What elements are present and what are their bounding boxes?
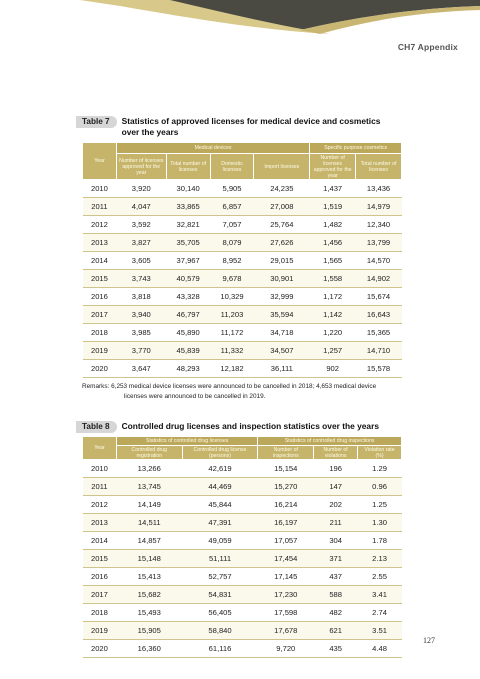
year-cell: 2011 <box>83 478 117 496</box>
value-cell: 17,454 <box>258 550 314 568</box>
value-cell: 27,626 <box>254 234 310 252</box>
value-cell: 3,920 <box>116 180 166 198</box>
table7-col-md-import: Import licenses <box>254 154 310 180</box>
value-cell: 6,857 <box>210 198 254 216</box>
value-cell: 47,391 <box>182 514 258 532</box>
value-cell: 13,266 <box>116 460 182 478</box>
value-cell: 16,214 <box>258 496 314 514</box>
remarks-line-2: licenses were announced to be cancelled in 2019. <box>124 392 266 400</box>
value-cell: 35,594 <box>254 306 310 324</box>
value-cell: 13,436 <box>356 180 402 198</box>
value-cell: 14,902 <box>356 270 402 288</box>
year-cell: 2019 <box>83 342 117 360</box>
value-cell: 17,678 <box>258 622 314 640</box>
value-cell: 16,643 <box>356 306 402 324</box>
table-row <box>83 640 402 658</box>
value-cell: 1,482 <box>310 216 356 234</box>
value-cell: 2.13 <box>358 550 402 568</box>
value-cell: 44,469 <box>182 478 258 496</box>
value-cell: 48,293 <box>166 360 210 378</box>
table8-title: Controlled drug licenses and inspection statistics over the years <box>121 421 379 431</box>
table8-group-inspections: Statistics of controlled drug inspections <box>258 437 402 446</box>
year-cell: 2018 <box>83 324 117 342</box>
value-cell: 56,405 <box>182 604 258 622</box>
value-cell: 10,329 <box>210 288 254 306</box>
value-cell: 437 <box>314 568 358 586</box>
table-row <box>83 460 402 478</box>
year-cell: 2011 <box>83 198 117 216</box>
table-row <box>83 324 402 342</box>
value-cell: 1,456 <box>310 234 356 252</box>
table8-group-licenses: Statistics of controlled drug licenses <box>116 437 257 446</box>
value-cell: 902 <box>310 360 356 378</box>
value-cell: 3,940 <box>116 306 166 324</box>
table8-tag: Table 8 <box>76 421 117 433</box>
table-row <box>83 360 402 378</box>
year-cell: 2017 <box>83 306 117 324</box>
value-cell: 15,270 <box>258 478 314 496</box>
value-cell: 5,905 <box>210 180 254 198</box>
value-cell: 7,057 <box>210 216 254 234</box>
table-row <box>83 288 402 306</box>
year-cell: 2013 <box>83 514 117 532</box>
value-cell: 16,360 <box>116 640 182 658</box>
value-cell: 52,757 <box>182 568 258 586</box>
value-cell: 371 <box>314 550 358 568</box>
value-cell: 24,235 <box>254 180 310 198</box>
value-cell: 15,674 <box>356 288 402 306</box>
table7-col-md-domestic: Domestic licenses <box>210 154 254 180</box>
value-cell: 15,365 <box>356 324 402 342</box>
table-row <box>83 514 402 532</box>
table-row <box>83 252 402 270</box>
year-cell: 2017 <box>83 586 117 604</box>
year-cell: 2010 <box>83 460 117 478</box>
table-row <box>83 270 402 288</box>
value-cell: 46,797 <box>166 306 210 324</box>
table-row <box>83 532 402 550</box>
value-cell: 588 <box>314 586 358 604</box>
value-cell: 211 <box>314 514 358 532</box>
year-cell: 2015 <box>83 550 117 568</box>
value-cell: 61,116 <box>182 640 258 658</box>
value-cell: 12,182 <box>210 360 254 378</box>
value-cell: 13,745 <box>116 478 182 496</box>
value-cell: 8,079 <box>210 234 254 252</box>
table7-group-medical-devices: Medical devices <box>116 143 309 154</box>
table7-col-cos-total: Total number of licenses <box>356 154 402 180</box>
value-cell: 304 <box>314 532 358 550</box>
value-cell: 13,799 <box>356 234 402 252</box>
value-cell: 54,831 <box>182 586 258 604</box>
value-cell: 12,340 <box>356 216 402 234</box>
table8-col-license-persons: Controlled drug license (persons) <box>182 446 258 460</box>
value-cell: 15,148 <box>116 550 182 568</box>
table8-caption <box>76 421 436 433</box>
year-cell: 2019 <box>83 622 117 640</box>
value-cell: 15,578 <box>356 360 402 378</box>
value-cell: 1,257 <box>310 342 356 360</box>
table7-title: Statistics of approved licenses for medical device and cosmetics over the years <box>121 116 381 137</box>
table8-col-inspections: Number of inspections <box>258 446 314 460</box>
value-cell: 3,743 <box>116 270 166 288</box>
value-cell: 49,059 <box>182 532 258 550</box>
value-cell: 3,592 <box>116 216 166 234</box>
year-cell: 2013 <box>83 234 117 252</box>
year-cell: 2012 <box>83 216 117 234</box>
value-cell: 11,332 <box>210 342 254 360</box>
value-cell: 30,140 <box>166 180 210 198</box>
value-cell: 147 <box>314 478 358 496</box>
value-cell: 1,220 <box>310 324 356 342</box>
value-cell: 16,197 <box>258 514 314 532</box>
value-cell: 27,008 <box>254 198 310 216</box>
year-cell: 2016 <box>83 568 117 586</box>
value-cell: 45,839 <box>166 342 210 360</box>
value-cell: 9,678 <box>210 270 254 288</box>
value-cell: 1.25 <box>358 496 402 514</box>
value-cell: 25,764 <box>254 216 310 234</box>
table7-group-cosmetics: Specific purpose cosmetics <box>310 143 402 154</box>
table7 <box>82 142 402 378</box>
value-cell: 14,710 <box>356 342 402 360</box>
year-cell: 2018 <box>83 604 117 622</box>
value-cell: 1,172 <box>310 288 356 306</box>
value-cell: 202 <box>314 496 358 514</box>
table7-col-cos-approved: Number of licenses approved for the year <box>310 154 356 180</box>
table7-remarks <box>82 382 402 401</box>
value-cell: 15,682 <box>116 586 182 604</box>
table7-col-md-total: Total number of licenses <box>166 154 210 180</box>
value-cell: 35,705 <box>166 234 210 252</box>
table7-col-md-approved: Number of licenses approved for the year <box>116 154 166 180</box>
value-cell: 17,145 <box>258 568 314 586</box>
value-cell: 30,901 <box>254 270 310 288</box>
table-row <box>83 306 402 324</box>
value-cell: 3,605 <box>116 252 166 270</box>
value-cell: 3,827 <box>116 234 166 252</box>
table-row <box>83 604 402 622</box>
value-cell: 37,967 <box>166 252 210 270</box>
value-cell: 43,328 <box>166 288 210 306</box>
value-cell: 482 <box>314 604 358 622</box>
year-cell: 2016 <box>83 288 117 306</box>
value-cell: 11,203 <box>210 306 254 324</box>
value-cell: 32,821 <box>166 216 210 234</box>
value-cell: 34,507 <box>254 342 310 360</box>
value-cell: 14,149 <box>116 496 182 514</box>
table-row <box>83 180 402 198</box>
table-row <box>83 622 402 640</box>
value-cell: 45,844 <box>182 496 258 514</box>
table8-col-year: Year <box>83 437 117 460</box>
value-cell: 2.74 <box>358 604 402 622</box>
value-cell: 3,818 <box>116 288 166 306</box>
value-cell: 8,952 <box>210 252 254 270</box>
value-cell: 14,979 <box>356 198 402 216</box>
value-cell: 17,598 <box>258 604 314 622</box>
value-cell: 15,905 <box>116 622 182 640</box>
table-row <box>83 198 402 216</box>
value-cell: 11,172 <box>210 324 254 342</box>
year-cell: 2020 <box>83 360 117 378</box>
value-cell: 1.78 <box>358 532 402 550</box>
value-cell: 3,770 <box>116 342 166 360</box>
value-cell: 3.51 <box>358 622 402 640</box>
table-row <box>83 586 402 604</box>
value-cell: 4,047 <box>116 198 166 216</box>
year-cell: 2010 <box>83 180 117 198</box>
value-cell: 51,111 <box>182 550 258 568</box>
value-cell: 196 <box>314 460 358 478</box>
table8 <box>82 436 402 658</box>
value-cell: 1,437 <box>310 180 356 198</box>
year-cell: 2014 <box>83 532 117 550</box>
value-cell: 34,718 <box>254 324 310 342</box>
year-cell: 2020 <box>83 640 117 658</box>
table7-col-year: Year <box>83 143 117 180</box>
table7-tag: Table 7 <box>76 116 117 128</box>
value-cell: 17,230 <box>258 586 314 604</box>
chapter-heading: CH7 Appendix <box>397 42 458 52</box>
value-cell: 3,985 <box>116 324 166 342</box>
value-cell: 0.96 <box>358 478 402 496</box>
value-cell: 14,857 <box>116 532 182 550</box>
value-cell: 17,057 <box>258 532 314 550</box>
year-cell: 2015 <box>83 270 117 288</box>
value-cell: 4.48 <box>358 640 402 658</box>
value-cell: 2.55 <box>358 568 402 586</box>
value-cell: 1,558 <box>310 270 356 288</box>
value-cell: 29,015 <box>254 252 310 270</box>
value-cell: 3.41 <box>358 586 402 604</box>
value-cell: 15,154 <box>258 460 314 478</box>
table-row <box>83 216 402 234</box>
value-cell: 1.29 <box>358 460 402 478</box>
value-cell: 33,865 <box>166 198 210 216</box>
table-row <box>83 342 402 360</box>
value-cell: 14,570 <box>356 252 402 270</box>
value-cell: 3,647 <box>116 360 166 378</box>
value-cell: 1,519 <box>310 198 356 216</box>
table-row <box>83 550 402 568</box>
table8-col-violation-rate: Violation rate (%) <box>358 446 402 460</box>
year-cell: 2012 <box>83 496 117 514</box>
value-cell: 15,413 <box>116 568 182 586</box>
table-row <box>83 568 402 586</box>
table-row <box>83 496 402 514</box>
value-cell: 14,511 <box>116 514 182 532</box>
value-cell: 435 <box>314 640 358 658</box>
table7-caption <box>76 116 436 138</box>
value-cell: 45,890 <box>166 324 210 342</box>
table-row <box>83 478 402 496</box>
value-cell: 42,619 <box>182 460 258 478</box>
value-cell: 15,493 <box>116 604 182 622</box>
value-cell: 621 <box>314 622 358 640</box>
value-cell: 32,999 <box>254 288 310 306</box>
value-cell: 40,579 <box>166 270 210 288</box>
table8-col-registration: Controlled drug registration <box>116 446 182 460</box>
value-cell: 1,565 <box>310 252 356 270</box>
table8-col-violations: Number of violations <box>314 446 358 460</box>
value-cell: 1.30 <box>358 514 402 532</box>
remarks-line-1: Remarks: 6,253 medical device licenses were announced to be cancelled in 2018; 4,653 medical device <box>82 383 377 390</box>
page-number: 127 <box>423 636 435 645</box>
value-cell: 1,142 <box>310 306 356 324</box>
value-cell: 36,111 <box>254 360 310 378</box>
value-cell: 58,840 <box>182 622 258 640</box>
table-row <box>83 234 402 252</box>
value-cell: 9,720 <box>258 640 314 658</box>
year-cell: 2014 <box>83 252 117 270</box>
